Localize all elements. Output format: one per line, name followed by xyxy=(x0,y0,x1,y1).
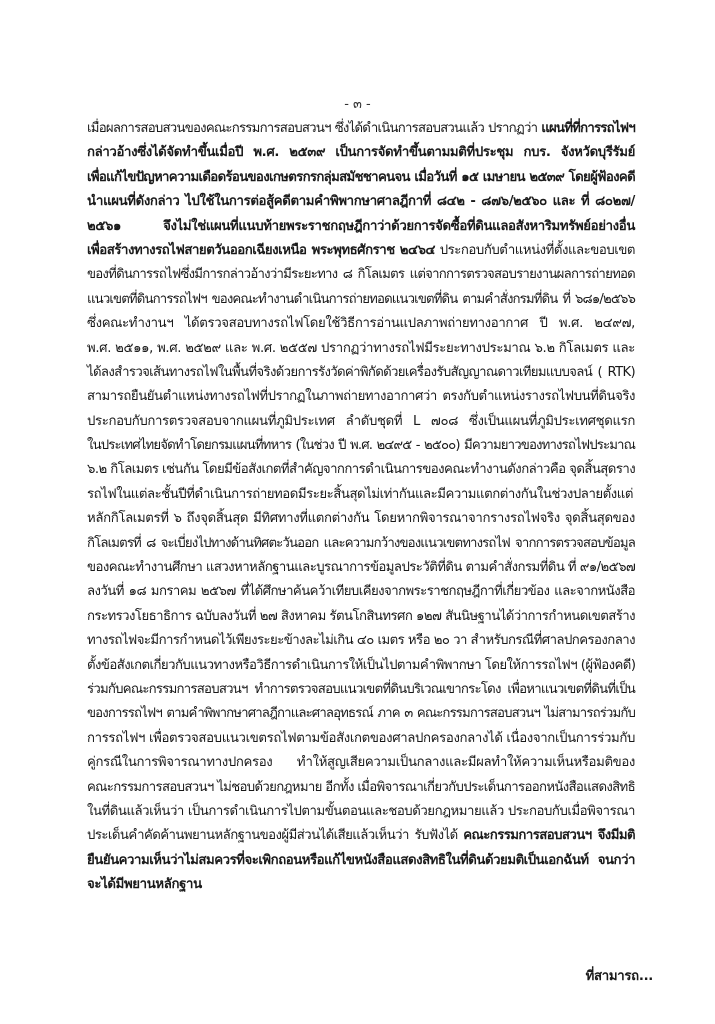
text-line xyxy=(87,776,635,800)
text-run: คู่กรณีในการพิจารณาทางปกครอง ทำให้สูญเสียความเป็นกลางและมีผลทำให้ความเห็นหรือมติของ xyxy=(87,755,635,771)
bold-text-run: แผนที่ที่การรถไฟฯ xyxy=(541,121,635,136)
text-line xyxy=(87,580,635,604)
text-line xyxy=(87,458,635,482)
text-line xyxy=(87,483,635,507)
text-line xyxy=(87,117,635,141)
bold-text-run: กล่าวอ้างซึ่งได้จัดทำขึ้นเมื่อปี พ.ศ. ๒๕๓๙ เป็นการจัดทำขึ้นตามมติที่ประชุม กบร. จังหวัดบุรีรัมย์ xyxy=(87,145,635,161)
bold-text-run: เพื่อแก้ไขปัญหาความเดือดร้อนของเกษตรกรกลุ่มสมัชชาคนจน เมื่อวันที่ ๑๕ เมษายน ๒๕๓๙ โดยผู้ฟ้องคดี xyxy=(87,169,635,185)
text-run: คณะกรรมการสอบสวนฯ ไม่ชอบด้วยกฎหมาย อีกทั้ง เมื่อพิจารณาเกี่ยวกับประเด็นการออกหนังสือแสดงสิทธิ xyxy=(87,779,635,795)
text-line xyxy=(87,361,635,385)
text-line xyxy=(87,337,635,361)
text-run: ในประเทศไทยจัดทำโดยกรมแผนที่ทหาร (ในช่วง ปี พ.ศ. ๒๔๙๕ - ๒๕๐๐) มีความยาวของทางรถไฟประมาณ xyxy=(87,438,635,454)
text-line xyxy=(87,605,635,629)
text-line xyxy=(87,385,635,409)
text-line xyxy=(87,556,635,580)
text-line xyxy=(87,166,635,190)
text-run: ๖.๒ กิโลเมตร เช่นกัน โดยมีข้อสังเกตที่สำคัญจากการดำเนินการของคณะทำงานดังกล่าวคือ จุดสิ้นสุดราง xyxy=(87,462,636,478)
text-line xyxy=(87,288,635,312)
text-run: แนวเขตที่ดินการรถไฟฯ ของคณะทำงานดำเนินการถ่ายทอดแนวเขตที่ดิน ตามคำสั่งกรมที่ดิน ที่ ๖๘๑/๒๕๖๖ xyxy=(87,291,635,307)
text-run: ประกอบกับการตรวจสอบจากแผนที่ภูมิประเทศ ลำดับชุดที่ L ๗๐๘ ซึ่งเป็นแผนที่ภูมิประเทศชุดแรก xyxy=(87,413,635,429)
bold-text-run: เพื่อสร้างทางรถไฟสายตวันออกเฉียงเหนือ พระพุทธศักราช ๒๔๖๔ xyxy=(87,242,436,258)
text-run: พ.ศ. ๒๕๑๑, พ.ศ. ๒๕๒๙ และ พ.ศ. ๒๕๕๗ ปรากฏว่าทางรถไฟมีระยะทางประมาณ ๖.๒ กิโลเมตร และ xyxy=(87,340,635,356)
text-line xyxy=(87,239,635,263)
text-run: รถไฟในแต่ละชั้นปีที่ดำเนินการถ่ายทอดมีระยะสิ้นสุดไม่เท่ากันและมีความแตกต่างกันในช่วงปลายตั้งแต่ xyxy=(87,486,633,502)
bold-text-run: นำแผนที่ดังกล่าว ไปใช้ในการต่อสู้คดีตามคำพิพากษาศาลฎีกาที่ ๘๔๒ - ๘๗๖/๒๕๖๐ และ ที่ ๘๐๒๗/ xyxy=(87,194,635,210)
text-line xyxy=(87,678,635,702)
text-line xyxy=(87,654,635,678)
text-line xyxy=(87,312,635,336)
text-run: การรถไฟฯ เพื่อตรวจสอบแนวเขตรถไฟตามข้อสังเกตของศาลปกครองกลางได้ เนื่องจากเป็นการร่วมกับ xyxy=(87,730,635,746)
text-run: ในที่ดินแล้วเห็นว่า เป็นการดำเนินการไปตามขั้นตอนและชอบด้วยกฎหมายแล้ว ประกอบกับเมื่อพิจารณา xyxy=(87,803,635,819)
text-line xyxy=(87,849,635,873)
text-line xyxy=(87,410,635,434)
text-line xyxy=(87,800,635,824)
text-line xyxy=(87,263,635,287)
text-line xyxy=(87,824,635,848)
text-run: ตั้งข้อสังเกตเกี่ยวกับแนวทางหรือวิธีการดำเนินการให้เป็นไปตามคำพิพากษา โดยให้การรถไฟฯ (ผู้ฟ้องคดี) xyxy=(87,657,636,673)
page-number: - ๓ - xyxy=(344,97,371,112)
bold-text-run: ยืนยันความเห็นว่าไม่สมควรที่จะเพิกถอนหรือแก้ไขหนังสือแสดงสิทธิในที่ดินด้วยมติเป็นเอกฉันท์ จนกว่า xyxy=(87,852,635,868)
text-run: ของคณะทำงานศึกษา แสวงหาหลักฐานและบูรณาการข้อมูลประวัติที่ดิน ตามคำสั่งกรมที่ดิน ที่ ๙๑/๒๕๖๗ xyxy=(87,560,636,576)
bold-text-run: ๒๕๖๑ จึงไม่ใช่แผนที่แนบท้ายพระราชกฤษฎีกาว่าด้วยการจัดซื้อที่ดินแลอสังหาริมทรัพย์อย่างอื่น xyxy=(87,218,635,234)
text-line xyxy=(87,532,635,556)
continuation-marker: ที่สามารถ... xyxy=(585,969,653,984)
text-run: ลงวันที่ ๑๘ มกราคม ๒๕๖๗ ที่ได้ศึกษาค้นคว้าเทียบเคียงจากพระราชกฤษฎีกาที่เกี่ยวข้อง และจากหนังสือ xyxy=(87,584,635,600)
text-run: กิโลเมตรที่ ๘ จะเบี่ยงไปทางด้านทิศตะวันออก และความกว้างของแนวเขตทางรถไฟ จากการตรวจสอบข้อมูล xyxy=(87,535,635,551)
text-line xyxy=(87,629,635,653)
text-run: ของการรถไฟฯ ตามคำพิพากษาศาลฎีกาและศาลอุทธรณ์ ภาค ๓ คณะกรรมการสอบสวนฯ ไม่สามารถร่วมกับ xyxy=(87,706,635,722)
text-run: ซึ่งคณะทำงานฯ ได้ตรวจสอบทางรถไฟโดยใช้วิธีการอ่านแปลภาพถ่ายทางอากาศ ปี พ.ศ. ๒๔๙๗, xyxy=(87,316,635,332)
text-run: ประเด็นคำคัดค้านพยานหลักฐานของผู้มีส่วนได้เสียแล้วเห็นว่า รับฟังได้ xyxy=(87,828,464,844)
text-run: หลักกิโลเมตรที่ ๖ ถึงจุดสิ้นสุด มีทิศทางที่แตกต่างกัน โดยหากพิจารณาจากรางรถไฟจริง จุดสิ้นสุดของ xyxy=(87,511,635,527)
text-line xyxy=(87,702,635,726)
text-line xyxy=(87,215,635,239)
text-run: ได้ลงสำรวจเส้นทางรถไฟในพื้นที่จริงด้วยการรังวัดค่าพิกัดด้วยเครื่องรับสัญญาณดาวเทียมแบบจลน์ ( RTK) xyxy=(87,364,635,380)
text-line xyxy=(87,434,635,458)
text-run: ร่วมกับคณะกรรมการสอบสวนฯ ทำการตรวจสอบแนวเขตที่ดินบริเวณเขากระโดง เพื่อหาแนวเขตที่ดินที่เป็น xyxy=(87,681,635,697)
text-run: เมื่อผลการสอบสวนของคณะกรรมการสอบสวนฯ ซึ่งได้ดำเนินการสอบสวนแล้ว ปรากฏว่า xyxy=(87,121,542,136)
document-body xyxy=(87,117,635,898)
text-run: กระทรวงโยธาธิการ ฉบับลงวันที่ ๒๗ สิงหาคม รัตนโกสินทรศก ๑๒๗ สันนิษฐานได้ว่าการกำหนดเขตสร้าง xyxy=(87,608,635,624)
text-line xyxy=(87,751,635,775)
text-line xyxy=(87,727,635,751)
text-run: ของที่ดินการรถไฟซึ่งมีการกล่าวอ้างว่ามีระยะทาง ๘ กิโลเมตร แต่จากการตรวจสอบรายงานผลการถ่ายทอด xyxy=(87,267,635,283)
text-line xyxy=(87,141,635,165)
text-line xyxy=(87,873,635,897)
text-run: ประกอบกับตำแหน่งที่ตั้งและขอบเขต xyxy=(435,242,635,258)
text-line xyxy=(87,507,635,531)
text-line xyxy=(87,190,635,214)
text-run: ทางรถไฟจะมีการกำหนดไว้เพียงระยะข้างละไม่เกิน ๔๐ เมตร หรือ ๒๐ วา สำหรับกรณีที่ศาลปกครองกลาง xyxy=(87,633,635,649)
bold-text-run: จะได้มีพยานหลักฐาน xyxy=(87,877,202,893)
text-run: สามารถยืนยันตำแหน่งทางรถไฟที่ปรากฏในภาพถ่ายทางอากาศว่า ตรงกับตำแหน่งรางรถไฟบนที่ดินจริง xyxy=(87,389,635,405)
bold-text-run: คณะกรรมการสอบสวนฯ จึงมีมติ xyxy=(463,828,635,844)
